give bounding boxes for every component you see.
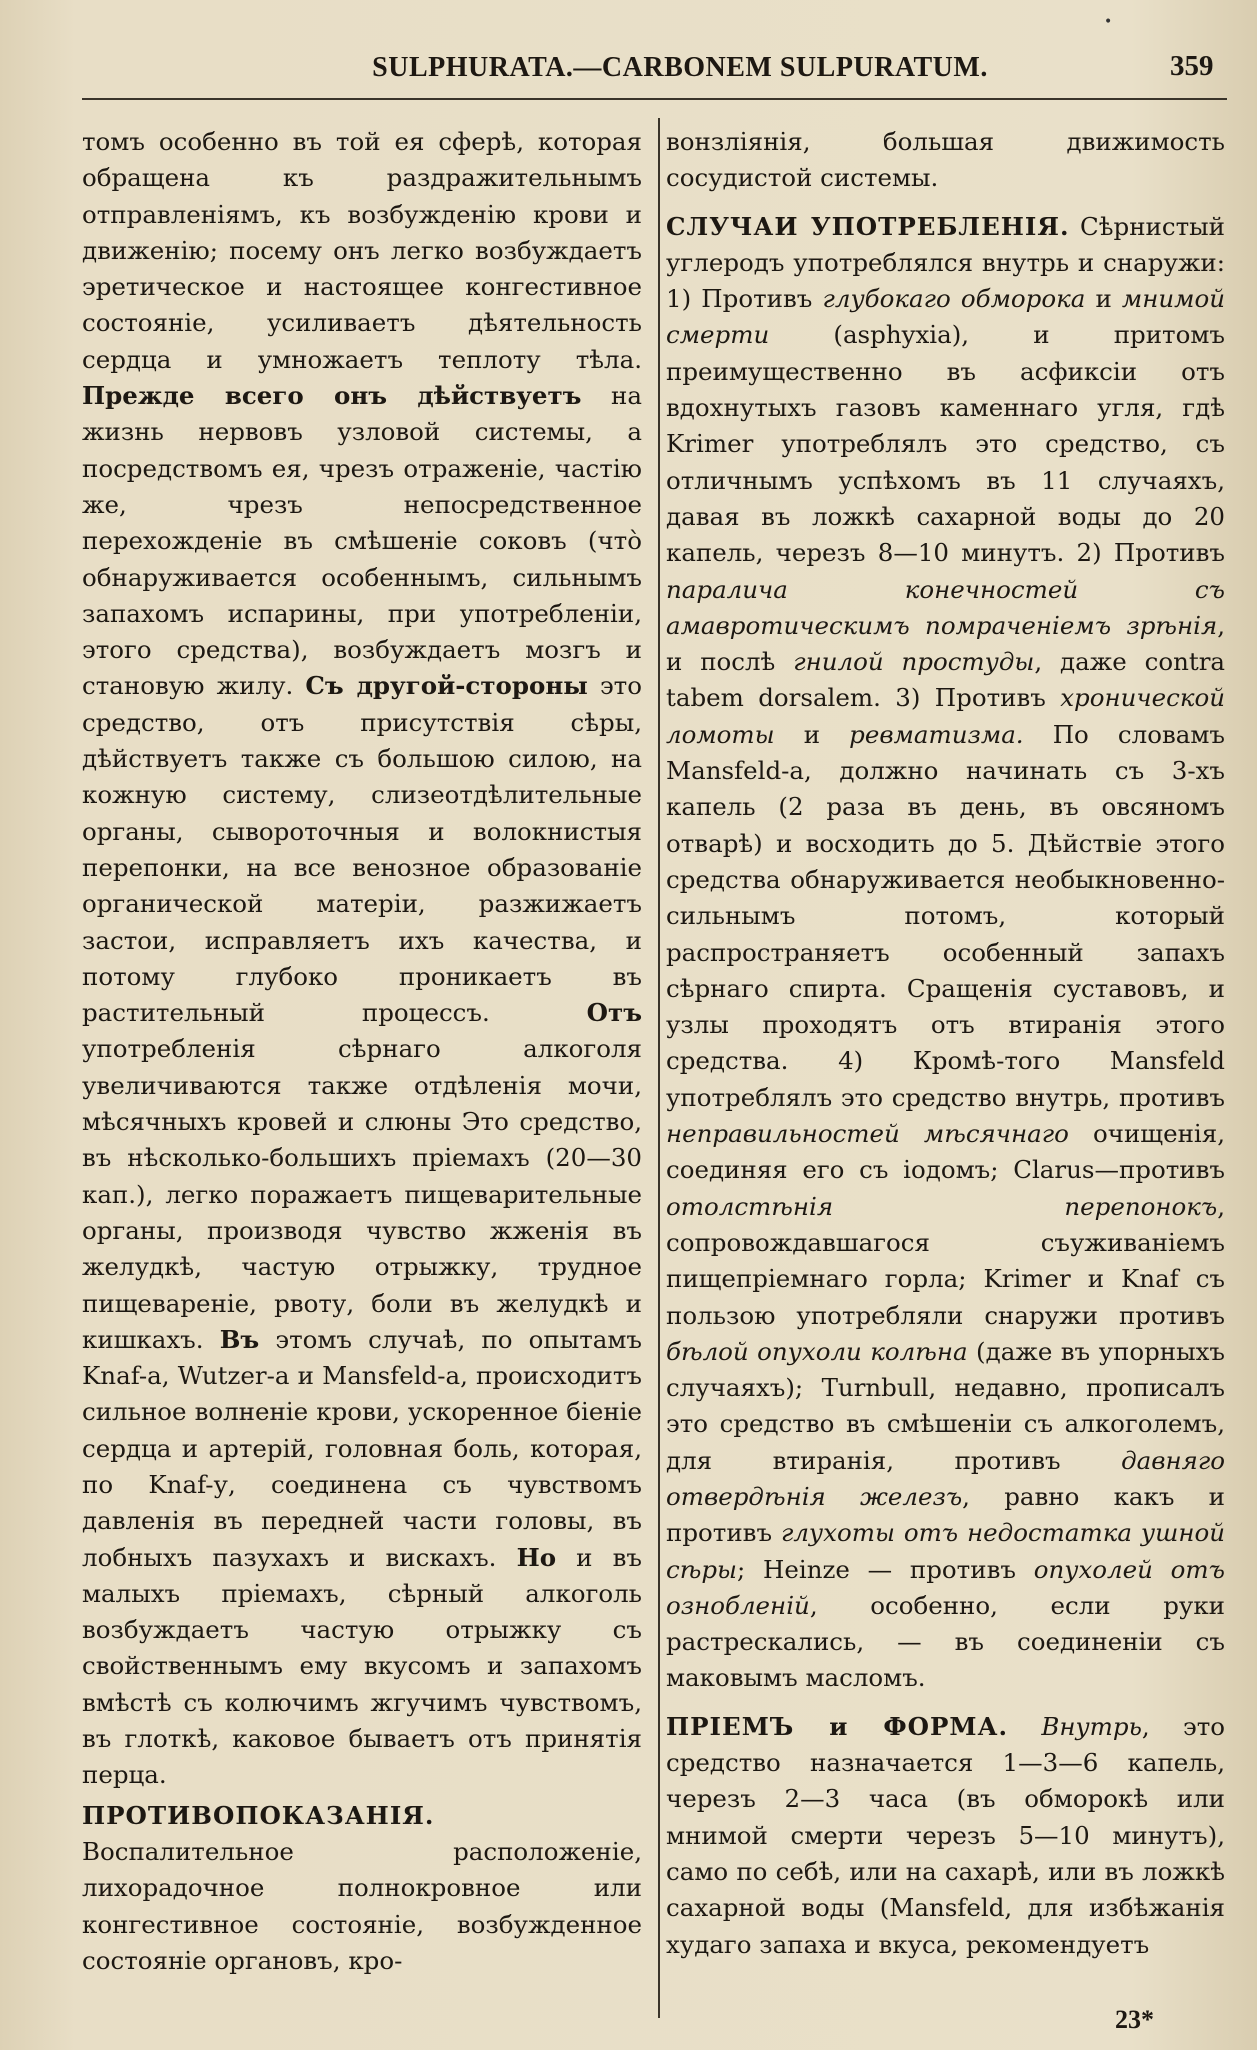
section-heading: СЛУЧАИ УПОТРЕБЛЕНІЯ. bbox=[666, 211, 1070, 241]
text-run: употребленія сѣрнаго алкоголя увеличиваются также отдѣленія мочи, мѣсячныхъ кровей и слюны Это средство, въ нѣсколько-большихъ пріемахъ (20—30 кап.), легко поражаетъ пищеварительные органы, производя чувство жженія въ желудкѣ, частую отрыжку, трудное пищевареніе, рвоту, боли въ желудкѣ и кишкахъ. bbox=[82, 1034, 642, 1354]
text-run: этомъ случаѣ, по опытамъ Knaf-а, Wutzer-а и Mansfeld-а, происходитъ сильное волненіе крови, ускоренное біеніе сердца и артерій, головная боль, которая, по Knaf-у, соединена съ чувствомъ давленія въ передней части головы, въ лобныхъ пазухахъ и вискахъ. bbox=[82, 1324, 642, 1572]
signature-mark: 23* bbox=[1115, 2005, 1154, 2034]
paragraph bbox=[82, 124, 642, 1794]
text-run: и bbox=[1085, 284, 1122, 314]
emphasis-text: хронической ломоты bbox=[666, 683, 1225, 749]
emphasis-text: мнимой смерти bbox=[666, 284, 1225, 350]
column-divider bbox=[658, 118, 660, 2018]
text-run: и въ малыхъ пріемахъ, сѣрный алкоголь возбуждаетъ частую отрыжку съ свойственнымъ ему вкусомъ и запахомъ вмѣстѣ съ колючимъ жгучимъ чувствомъ, въ глоткѣ, каковое бываетъ отъ принятія перца. bbox=[82, 1542, 642, 1790]
emphasis-text: гнилой простуды bbox=[793, 647, 1035, 677]
emphasis-text: бѣлой опухоли колѣна bbox=[666, 1336, 968, 1366]
text-run: , и послѣ bbox=[666, 610, 1225, 677]
header-rule bbox=[82, 98, 1227, 100]
emphasis-text: Внутрь bbox=[1041, 1711, 1142, 1741]
text-run: ; Heinze — противъ bbox=[736, 1554, 1034, 1584]
emphasis-text: отолстѣнія перепонокъ bbox=[666, 1191, 1218, 1221]
emphasis-text: глубокаго обморока bbox=[822, 284, 1086, 314]
text-run: По словамъ Mansfeld-а, должно начинать съ 3-хъ капель (2 раза въ день, въ овсяномъ отварѣ) и восходить до 5. Дѣйствіе этого средства обнаруживается необыкновенно-сильнымъ потомъ, который распространяетъ особенный запахъ сѣрнаго спирта. Сращенія суставовъ, и узлы проходятъ отъ втиранія этого средства. 4) Кромѣ-того Mansfeld употреблялъ это средство внутрь, противъ bbox=[666, 719, 1225, 1112]
left-column bbox=[82, 124, 642, 1979]
text-run: (даже въ упорныхъ случаяхъ); Turnbull, недавно, прописалъ это средство въ смѣшеніи съ алкоголемъ, для втиранія, противъ bbox=[666, 1336, 1225, 1475]
text-run: , это средство назначается 1—3—6 капель, черезъ 2—3 часа (въ обморокѣ или мнимой смерти черезъ 5—10 минутъ), само по себѣ, или на сахарѣ, или въ ложкѣ сахарной воды (Mansfeld, для избѣжанія худаго запаха и вкуса, рекомендуетъ bbox=[666, 1711, 1225, 1959]
running-title: SULPHURATA.—CARBONEM SULPURATUM. bbox=[372, 52, 988, 83]
text-run: Отъ bbox=[586, 998, 642, 1028]
text-run: вонзліянія, большая движимость сосудистой системы. bbox=[666, 127, 1225, 193]
section-heading: ПРІЕМЪ и ФОРМА. bbox=[666, 1711, 1009, 1741]
text-run bbox=[1008, 1712, 1041, 1741]
paragraph bbox=[82, 1798, 642, 1979]
text-run: , равно какъ и противъ bbox=[666, 1481, 1225, 1548]
text-run: , особенно, если руки растрескались, — въ соединеніи съ маковымъ масломъ. bbox=[666, 1590, 1225, 1693]
text-run: (asphyxia), и притомъ преимущественно въ асфиксіи отъ вдохнутыхъ газовъ каменнаго угля, гдѣ Krimer употреблялъ это средство, съ отличнымъ успѣхомъ въ 11 случаяхъ, давая въ ложкѣ сахарной воды до 20 капель, черезъ 8—10 минутъ. 2) Противъ bbox=[666, 320, 1225, 568]
text-run: , даже contra tabem dorsalem. 3) Противъ bbox=[666, 647, 1226, 713]
text-run: Съ другой-стороны bbox=[305, 671, 588, 701]
paragraph bbox=[666, 1709, 1225, 1963]
page-number: 359 bbox=[1170, 50, 1214, 82]
emphasis-text: опухолей отъ ознобленій bbox=[666, 1554, 1225, 1620]
text-run: и bbox=[774, 719, 850, 749]
text-run: Воспалительное расположеніе, лихорадочное полнокровное или конгестивное состояніе, возбужденное состояніе органовъ, кро- bbox=[82, 1836, 642, 1975]
right-column bbox=[666, 124, 1225, 1963]
text-run: томъ особенно въ той ея сферѣ, которая обращена къ раздражительнымъ отправленіямъ, къ возбужденію крови и движенію; посему онъ легко возбуждаетъ эретическое и настоящее конгестивное состояніе, усиливаетъ дѣятельность сердца и умножаетъ теплоту тѣла. bbox=[82, 127, 642, 374]
emphasis-text: неправильностей мѣсячнаго bbox=[666, 1119, 1069, 1149]
emphasis-text: паралича конечностей съ амавротическимъ помраченіемъ зрѣнія bbox=[666, 574, 1225, 640]
text-run: на жизнь нервовъ узловой системы, а посредствомъ ея, чрезъ отраженіе, частію же, чрезъ непосредственное перехожденіе въ смѣшеніе соковъ (что̀ обнаруживается особеннымъ, сильнымъ запахомъ испарины, при употребленіи, этого средства), возбуждаетъ мозгъ и становую жилу. bbox=[82, 381, 642, 701]
text-run: Но bbox=[516, 1542, 557, 1572]
paragraph bbox=[666, 124, 1225, 197]
text-run: это средство, отъ присутствія сѣры, дѣйствуетъ также съ большою силою, на кожную систему, слизеотдѣлительные органы, сывороточныя и волокнистыя перепонки, на все венозное образованіе органической матеріи, разжижаетъ застои, исправляетъ ихъ качества, и потому глубоко проникаетъ въ растительный процессъ. bbox=[82, 671, 642, 1028]
section-heading: ПРОТИВОПОКАЗАНІЯ. bbox=[82, 1800, 435, 1830]
margin-mark: • bbox=[1104, 14, 1113, 30]
text-run: , сопровождавшагося съуживаніемъ пищепріемнаго горла; Krimer и Knaf съ пользою употребляли снаружи противъ bbox=[666, 1191, 1225, 1330]
emphasis-text: давняго отвердѣнія железъ bbox=[666, 1445, 1225, 1511]
text-run: Сѣрнистый углеродъ употреблялся внутрь и снаружи: 1) Противъ bbox=[666, 211, 1225, 314]
text-run: Въ bbox=[219, 1324, 260, 1354]
text-run: очищенія, соединяя его съ іодомъ; Clarus—противъ bbox=[666, 1119, 1225, 1185]
emphasis-text: ревматизма. bbox=[849, 719, 1024, 749]
emphasis-text: глухоты отъ недостатка ушной сѣры bbox=[666, 1518, 1225, 1584]
text-run: Прежде всего онъ дѣйствуетъ bbox=[82, 381, 582, 411]
paragraph bbox=[666, 209, 1225, 1697]
